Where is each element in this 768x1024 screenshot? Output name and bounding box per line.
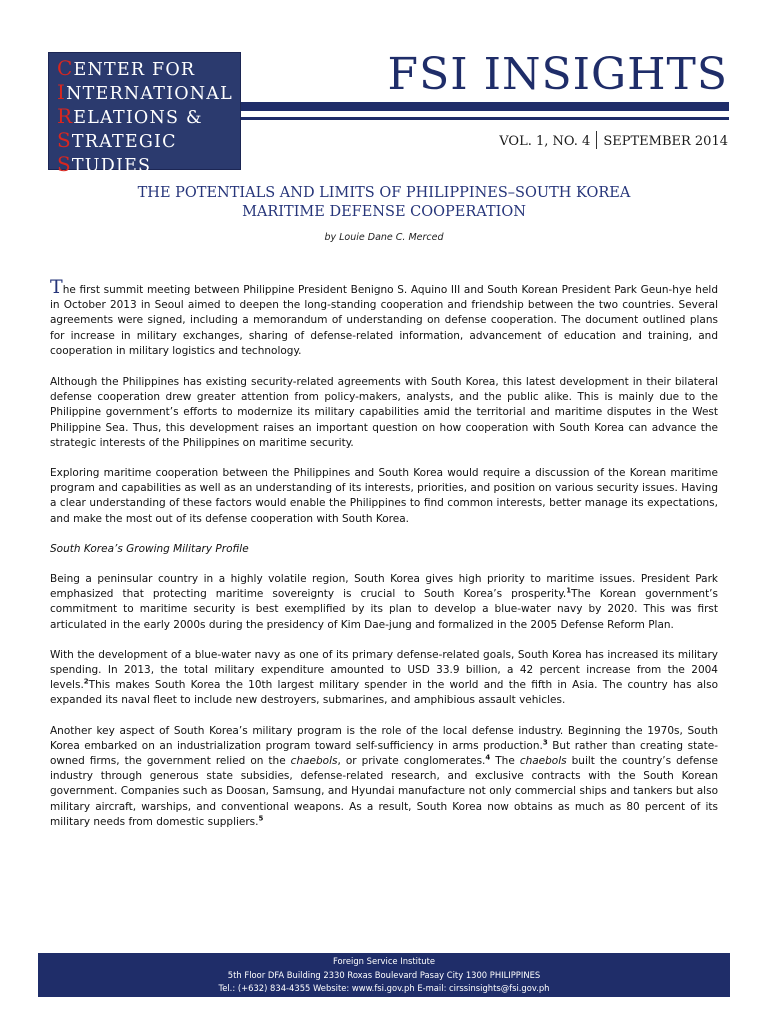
issue-info [499, 131, 728, 151]
article-title-line: THE POTENTIALS AND LIMITS OF PHILIPPINES–SOUTH KOREA [137, 185, 631, 201]
footer-org: Foreign Service Institute [332, 956, 436, 966]
logo-line: INTERNATIONAL [57, 80, 233, 104]
logo-line: STRATEGIC [57, 128, 177, 152]
footer-banner [38, 953, 730, 997]
paragraph: With the development of a blue-water navy as one of its primary defense-related goals, South Korea has increased its military spending. In 2013, the total military expenditure amounted to USD 33.9 billion, a 42 percent increase from the 2004 levels.$^2$This makes South Korea the 10th largest military spender in the world and the fifth in Asia. The country has also expanded its naval fleet to include new destroyers, submarines, and amphibious assault vehicles. [50, 648, 718, 707]
logo-line: RELATIONS & [57, 104, 203, 128]
article-body [50, 276, 718, 845]
article-title [50, 184, 718, 222]
masthead-title: FSI INSIGHTS [378, 50, 728, 100]
paragraph: Although the Philippines has existing security-related agreements with South Korea, this latest development in their bilateral defense cooperation drew greater attention from policy-makers, analysts, and the public alike. This is mainly due to the Philippine government’s efforts to modernize its military capabilities amid the territorial and maritime disputes in the West Philippine Sea. Thus, this development raises an important question on how cooperation with South Korea can advance the strategic interests of the Philippines on maritime security. [50, 376, 718, 449]
footnote-ref: 2 [83, 677, 89, 686]
footer-contact: Tel.: (+632) 834-4355 Website: www.fsi.gov.ph E-mail: cirssinsights@fsi.gov.ph [218, 983, 550, 993]
header-rule-thick [241, 102, 729, 111]
logo-line: CENTER FOR [57, 56, 196, 80]
paragraph: Exploring maritime cooperation between the Philippines and South Korea would require a discussion of the Korean maritime program and capabilities as well as an understanding of its interests, priorities, and position on various security issues. Having a clear understanding of these factors would enable the Philippines to find common interests, better manage its expectations, and make the most out of its defense cooperation with South Korea. [50, 467, 718, 525]
footnote-ref: 5 [258, 814, 264, 823]
issue-volume: VOL. 1, NO. 4 [499, 134, 591, 149]
footnote-ref: 3 [542, 738, 548, 747]
logo-line: STUDIES [57, 152, 152, 176]
issue-separator [596, 131, 597, 149]
header-rule-thin [241, 117, 729, 120]
section-subheading: South Korea’s Growing Military Profile [50, 542, 249, 555]
drop-cap: T [50, 276, 63, 298]
footnote-ref: 1 [566, 586, 572, 595]
paragraph: The first summit meeting between Philippine President Benigno S. Aquino III and South Korean President Park Geun-hye held in October 2013 in Seoul aimed to deepen the long-standing cooperation and friendship between the two countries. Several agreements were signed, including a memorandum of understanding on defense cooperation. The document outlined plans for increase in military exchanges, sharing of defense-related information, advancement of education and training, and cooperation in military logistics and technology. [50, 276, 718, 357]
article-author: by Louie Dane C. Merced [324, 232, 444, 243]
cirss-logo [48, 52, 241, 176]
paragraph: Another key aspect of South Korea’s military program is the role of the local defense industry. Beginning the 1970s, South Korea embarked on an industrialization program toward self-sufficiency in arms production.$^3$ But rather than creating state-owned firms, the government relied on the chaebols, or private conglomerates.$^4$ The chaebols built the country’s defense industry through generous state subsidies, defense-related research, and exclusive contracts with the South Korean government. Companies such as Doosan, Samsung, and Hyundai manufacture not only commercial ships and tankers but also military aircraft, warships, and conventional weapons. As a result, South Korea now obtains as much as 80 percent of its military needs from domestic suppliers.$^5$ [50, 724, 718, 828]
footnote-ref: 4 [485, 753, 491, 762]
issue-date: SEPTEMBER 2014 [603, 134, 728, 149]
article-title-line: MARITIME DEFENSE COOPERATION [242, 204, 526, 220]
footer-address: 5th Floor DFA Building 2330 Roxas Boulevard Pasay City 1300 PHILIPPINES [227, 969, 541, 980]
paragraph: Being a peninsular country in a highly volatile region, South Korea gives high priority to maritime issues. President Park emphasized that protecting maritime sovereignty is crucial to South Korea’s prosperity.$^1$The Korean government’s commitment to maritime security is best exemplified by its plan to develop a blue-water navy by 2020. This was first articulated in the early 2000s during the presidency of Kim Dae-jung and formalized in the 2005 Defense Reform Plan. [50, 573, 718, 631]
